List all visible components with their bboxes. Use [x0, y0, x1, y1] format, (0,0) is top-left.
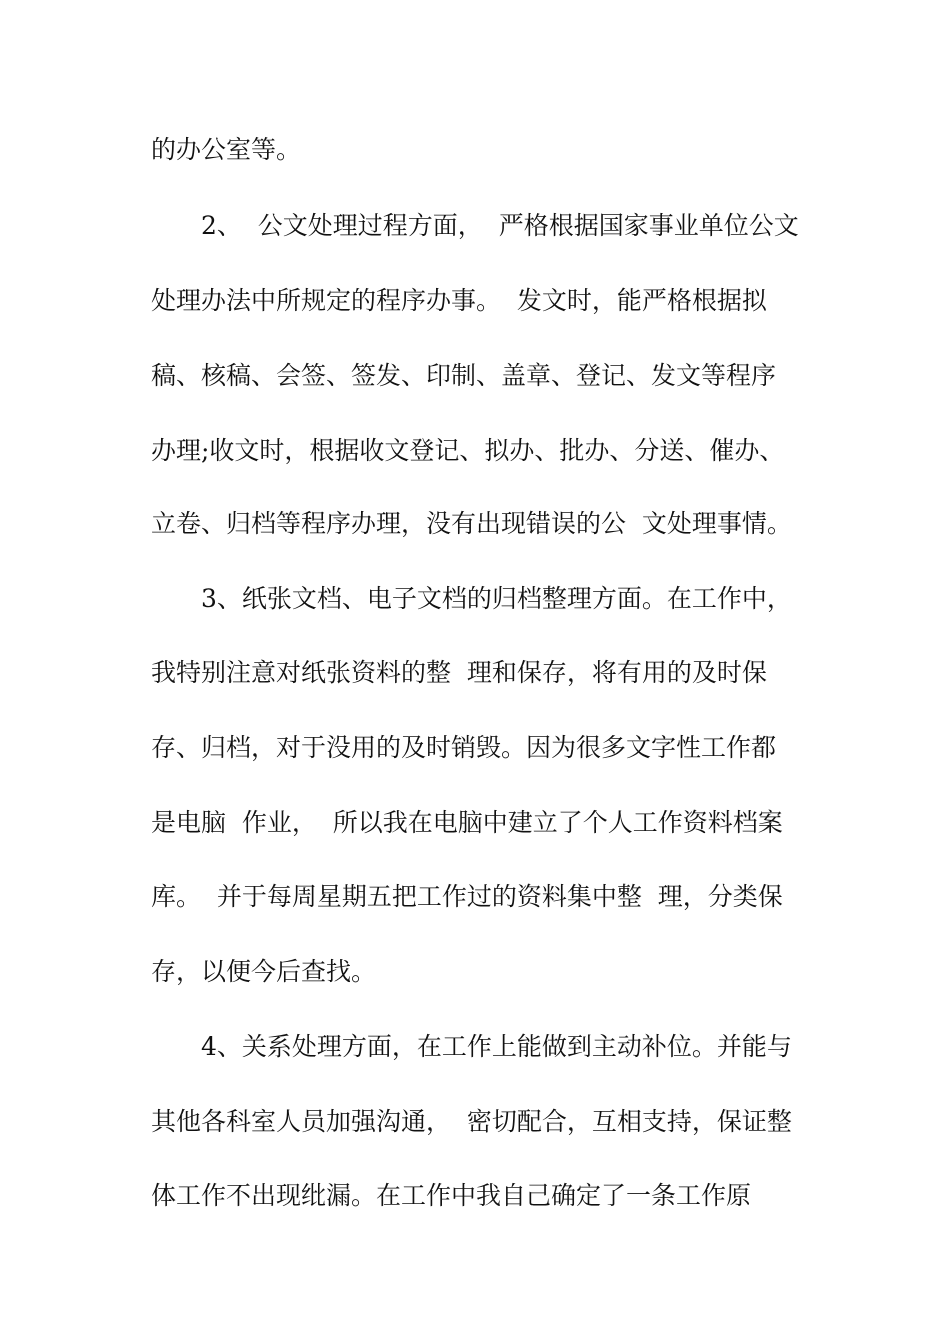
text-line: 存，以便今后查找。 [151, 957, 377, 986]
text-line: 是电脑 作业， 所以我在电脑中建立了个人工作资料档案 [151, 808, 783, 837]
text-line: 我特别注意对纸张资料的整 理和保存，将有用的及时保 [151, 658, 767, 687]
text-line: 3、纸张文档、电子文档的归档整理方面。在工作中， [201, 584, 792, 613]
text-line: 其他各科室人员加强沟通， 密切配合，互相支持，保证整 [151, 1107, 792, 1136]
text-line: 立卷、归档等程序办理，没有出现错误的公 文处理事情。 [151, 509, 792, 538]
text-line: 4、关系处理方面，在工作上能做到主动补位。并能与 [201, 1032, 792, 1061]
text-line: 办理;收文时，根据收文登记、拟办、批办、分送、催办、 [151, 436, 785, 465]
text-line: 的办公室等。 [151, 135, 302, 164]
text-line: 体工作不出现纰漏。在工作中我自己确定了一条工作原 [151, 1181, 752, 1210]
text-line: 处理办法中所规定的程序办事。 发文时，能严格根据拟 [151, 286, 767, 315]
text-line: 存、归档，对于没用的及时销毁。因为很多文字性工作都 [151, 733, 777, 762]
text-line: 2、 公文处理过程方面， 严格根据国家事业单位公文 [201, 211, 799, 240]
text-line: 稿、核稿、会签、签发、印制、盖章、登记、发文等程序 [151, 361, 777, 390]
text-line: 库。 并于每周星期五把工作过的资料集中整 理，分类保 [151, 882, 783, 911]
